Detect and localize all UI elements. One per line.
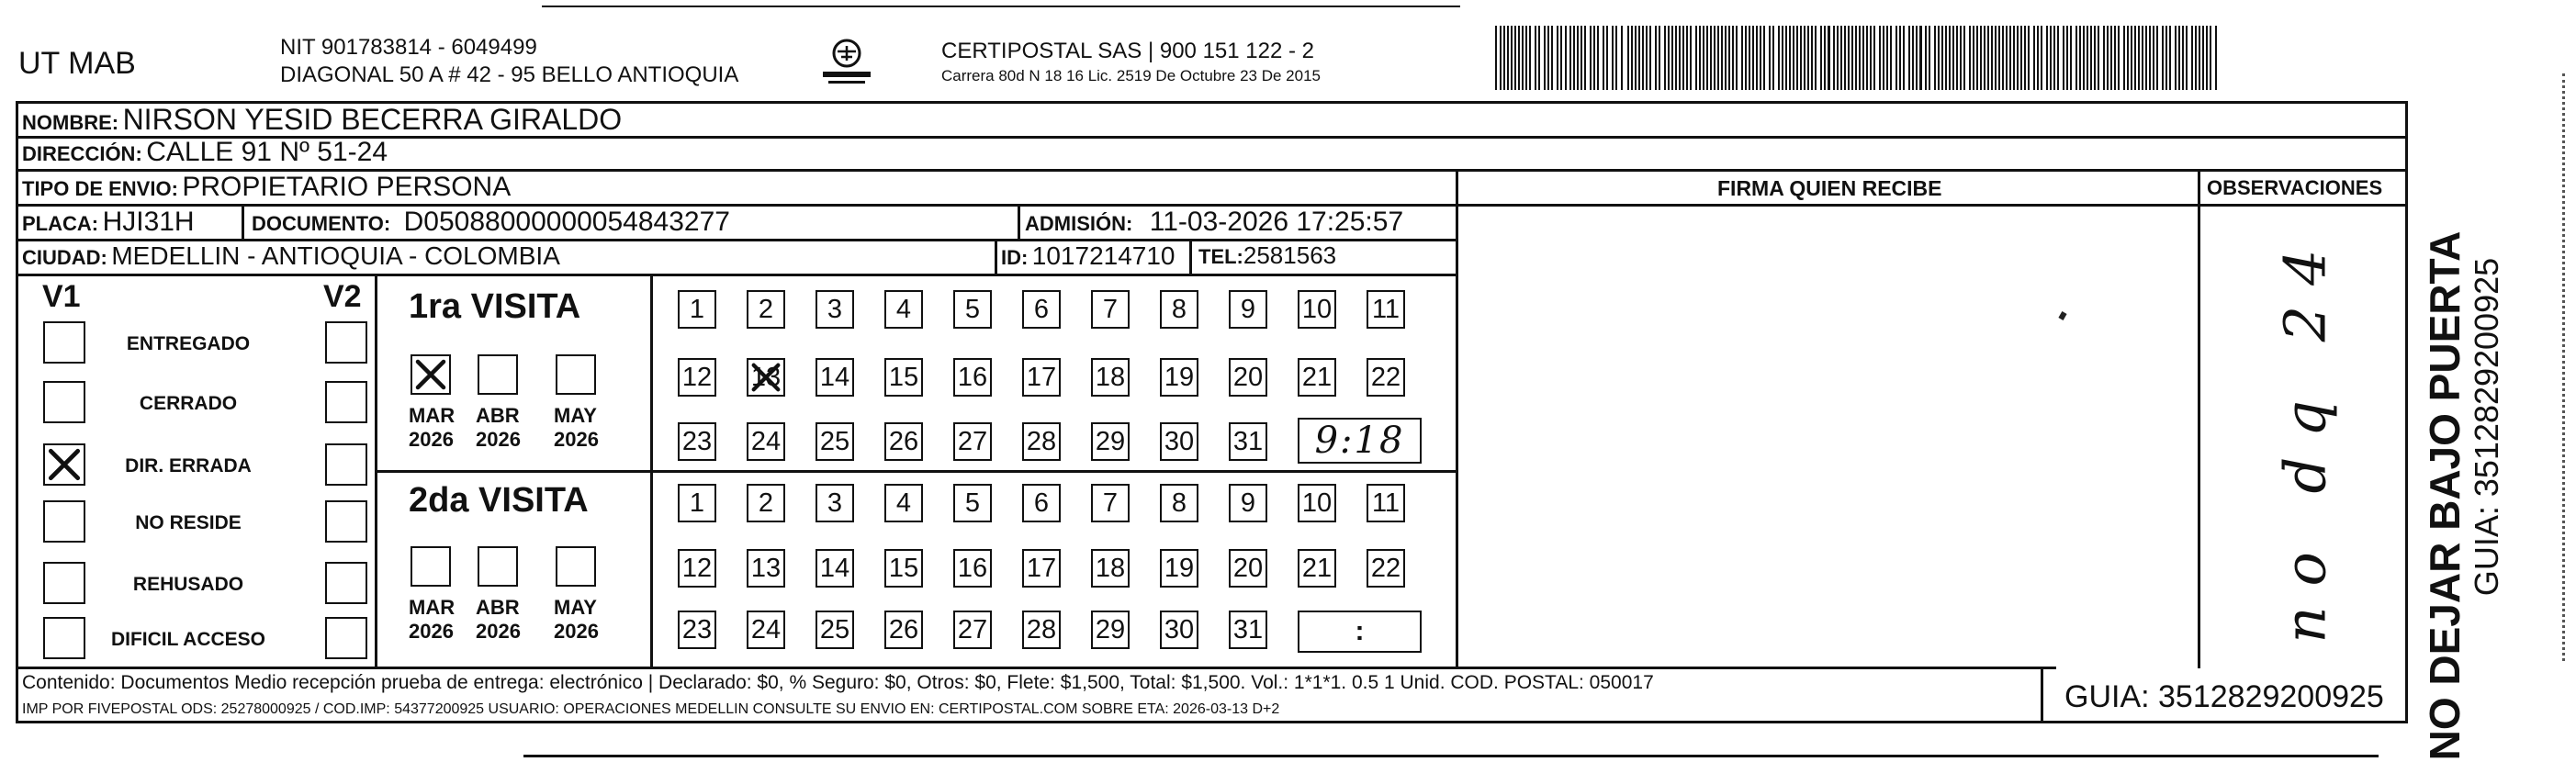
barcode — [1495, 26, 2221, 90]
right-edge-dots — [2562, 73, 2568, 661]
visit2-time: : — [1355, 616, 1365, 646]
side-strip — [2415, 101, 2507, 761]
day-label: 6 — [1033, 294, 1050, 324]
day-label: 20 — [1232, 553, 1264, 583]
day-label: 1 — [689, 294, 705, 324]
day-checkbox[interactable] — [884, 358, 923, 397]
day-label: 14 — [819, 362, 850, 392]
day-label: 7 — [1102, 487, 1119, 518]
ship-type-value: PROPIETARIO PERSONA — [182, 172, 512, 202]
day-label: 12 — [681, 362, 713, 392]
day-checkbox[interactable] — [678, 549, 716, 588]
day-label: 9 — [1240, 487, 1256, 518]
month-checkbox[interactable] — [478, 546, 518, 587]
plate-value: HJI31H — [102, 207, 195, 237]
plate-field — [22, 208, 195, 236]
day-checkbox[interactable] — [884, 484, 923, 522]
document-label: DOCUMENTO: — [252, 212, 391, 235]
courier-license: Carrera 80d N 18 16 Lic. 2519 De Octubre 23 De 2015 — [941, 67, 1321, 84]
day-label: 12 — [681, 553, 713, 583]
day-label: 5 — [964, 487, 981, 518]
day-checkbox[interactable] — [1298, 484, 1336, 522]
day-checkbox[interactable] — [678, 611, 716, 649]
day-checkbox[interactable] — [1091, 549, 1130, 588]
day-label: 17 — [1026, 553, 1057, 583]
day-label: 13 — [750, 553, 782, 583]
day-label: 8 — [1171, 294, 1187, 324]
day-label: 14 — [819, 553, 850, 583]
day-checkbox[interactable] — [1160, 358, 1198, 397]
side-notice: NO DEJAR BAJO PUERTA — [2421, 230, 2469, 761]
admission-label: ADMISIÓN: — [1025, 212, 1133, 235]
bottom-edge-line — [523, 755, 2379, 757]
status-label: CERRADO — [139, 393, 238, 414]
status-label: ENTREGADO — [126, 333, 251, 354]
day-label: 3 — [827, 294, 843, 324]
v2-checkbox[interactable] — [325, 617, 367, 659]
day-checkbox[interactable] — [747, 611, 785, 649]
admission-value: 11-03-2026 17:25:57 — [1149, 207, 1404, 237]
day-checkbox[interactable] — [816, 549, 854, 588]
year-label: 2026 — [554, 428, 599, 451]
status-label: DIR. ERRADA — [125, 455, 252, 476]
address-value: CALLE 91 Nº 51-24 — [146, 137, 388, 167]
ship-type-label: TIPO DE ENVIO: — [22, 177, 178, 200]
month-label: MAY — [554, 404, 597, 427]
day-label: 30 — [1164, 614, 1195, 644]
day-checkbox[interactable] — [1022, 290, 1061, 329]
day-checkbox[interactable] — [1229, 611, 1267, 649]
v2-checkbox[interactable] — [325, 562, 367, 604]
signature-header: FIRMA QUIEN RECIBE — [1717, 176, 1942, 200]
day-label: 29 — [1095, 426, 1126, 456]
day-label: 23 — [681, 614, 713, 644]
month-label: MAR — [409, 596, 456, 619]
month-label: ABR — [476, 404, 520, 427]
handwritten-note: no dq 24 — [2271, 229, 2339, 644]
day-label: 30 — [1164, 426, 1195, 456]
plate-label: PLACA: — [22, 212, 99, 235]
v2-checkbox[interactable] — [325, 443, 367, 486]
day-label: 7 — [1102, 294, 1119, 324]
footer-content: Contenido: Documentos Medio recepción prueba de entrega: electrónico | Declarado: $0, % Seguro: $0, Otros: $0, Flete: $1,500, Total: $1,500. Vol.: 1*1*1. 0.5 1 Unid. COD. POSTAL: 050017 — [22, 672, 1654, 693]
day-label: 20 — [1232, 362, 1264, 392]
signature-area[interactable] — [1460, 207, 2195, 666]
day-checkbox[interactable] — [747, 484, 785, 522]
certipostal-logo-icon — [817, 35, 876, 88]
day-label: 31 — [1232, 426, 1264, 456]
day-checkbox[interactable] — [884, 611, 923, 649]
day-checkbox[interactable] — [1298, 549, 1336, 588]
document-value: D05088000000054843277 — [403, 207, 730, 237]
v2-header: V2 — [323, 279, 362, 314]
v2-checkbox[interactable] — [325, 381, 367, 423]
sender-name: UT MAB — [18, 46, 136, 81]
side-guia: GUIA: 3512829200925 — [2468, 257, 2505, 597]
day-label: 16 — [957, 553, 988, 583]
address-field — [22, 139, 388, 166]
day-label: 31 — [1232, 614, 1264, 644]
day-checkbox[interactable] — [1022, 549, 1061, 588]
day-label: 27 — [957, 426, 988, 456]
visit1-time: 9:18 — [1314, 420, 1405, 462]
day-label: 15 — [888, 362, 919, 392]
day-label: 11 — [1371, 487, 1400, 518]
month-label: MAY — [554, 596, 597, 619]
day-label: 16 — [957, 362, 988, 392]
tel-field — [1198, 243, 1336, 267]
day-checkbox[interactable] — [678, 290, 716, 329]
name-field — [22, 105, 622, 134]
day-checkbox[interactable] — [1367, 290, 1405, 329]
day-checkbox[interactable] — [953, 290, 992, 329]
day-label: 2 — [758, 294, 774, 324]
month-checkbox[interactable] — [411, 354, 451, 395]
footer-guia: GUIA: 3512829200925 — [2064, 679, 2384, 714]
visit1-time-box[interactable] — [1298, 418, 1422, 464]
month-checkbox[interactable] — [556, 354, 596, 395]
visit1-title: 1ra VISITA — [409, 287, 581, 326]
day-label: 15 — [888, 553, 919, 583]
day-label: 26 — [888, 426, 919, 456]
year-label: 2026 — [409, 428, 454, 451]
day-label: 5 — [964, 294, 981, 324]
day-label: 11 — [1371, 294, 1400, 324]
month-checkbox[interactable] — [478, 354, 518, 395]
day-checkbox[interactable] — [1091, 290, 1130, 329]
city-label: CIUDAD: — [22, 246, 107, 269]
day-label: 17 — [1026, 362, 1057, 392]
top-edge-line — [542, 6, 1460, 7]
day-checkbox[interactable] — [1298, 358, 1336, 397]
day-label: 6 — [1033, 487, 1050, 518]
day-label: 4 — [895, 294, 912, 324]
year-label: 2026 — [409, 620, 454, 643]
tel-value: 2581563 — [1243, 241, 1337, 269]
day-checkbox[interactable] — [953, 611, 992, 649]
year-label: 2026 — [554, 620, 599, 643]
day-label: 24 — [750, 614, 782, 644]
city-value: MEDELLIN - ANTIOQUIA - COLOMBIA — [111, 241, 560, 270]
day-checkbox[interactable] — [1229, 549, 1267, 588]
day-checkbox[interactable] — [884, 422, 923, 461]
admission-field — [1025, 208, 1403, 236]
day-label: 10 — [1301, 294, 1333, 324]
day-checkbox[interactable] — [1022, 611, 1061, 649]
day-checkbox[interactable] — [1367, 484, 1405, 522]
day-checkbox[interactable] — [953, 358, 992, 397]
day-checkbox[interactable] — [816, 290, 854, 329]
day-checkbox[interactable] — [953, 484, 992, 522]
courier-name: CERTIPOSTAL SAS | 900 151 122 - 2 — [941, 39, 1314, 63]
day-label: 21 — [1301, 553, 1333, 583]
day-checkbox[interactable] — [953, 549, 992, 588]
id-value: 1017214710 — [1031, 241, 1176, 270]
day-checkbox[interactable] — [1160, 290, 1198, 329]
day-checkbox[interactable] — [747, 358, 785, 397]
day-checkbox[interactable] — [1091, 358, 1130, 397]
v1-header: V1 — [42, 279, 81, 314]
day-checkbox[interactable] — [1229, 484, 1267, 522]
city-field — [22, 243, 560, 269]
ship-type-field — [22, 174, 511, 201]
day-checkbox[interactable] — [1091, 484, 1130, 522]
year-label: 2026 — [476, 428, 521, 451]
day-checkbox[interactable] — [1091, 422, 1130, 461]
status-label: DIFICIL ACCESO — [110, 629, 265, 650]
day-checkbox[interactable] — [816, 422, 854, 461]
day-checkbox[interactable] — [1229, 290, 1267, 329]
day-checkbox[interactable] — [816, 358, 854, 397]
day-checkbox[interactable] — [678, 422, 716, 461]
v2-checkbox[interactable] — [325, 500, 367, 543]
day-checkbox[interactable] — [1367, 549, 1405, 588]
observations-header: OBSERVACIONES — [2207, 176, 2383, 199]
visit2-title: 2da VISITA — [409, 481, 589, 520]
month-checkbox[interactable] — [411, 546, 451, 587]
day-label: 27 — [957, 614, 988, 644]
day-label: 9 — [1240, 294, 1256, 324]
day-checkbox[interactable] — [1160, 549, 1198, 588]
day-label: 19 — [1164, 553, 1195, 583]
address-label: DIRECCIÓN: — [22, 142, 142, 165]
day-checkbox[interactable] — [1367, 358, 1405, 397]
day-checkbox[interactable] — [884, 549, 923, 588]
day-label: 22 — [1370, 553, 1401, 583]
day-checkbox[interactable] — [816, 611, 854, 649]
day-checkbox[interactable] — [953, 422, 992, 461]
document-field — [252, 208, 730, 236]
month-checkbox[interactable] — [556, 546, 596, 587]
day-label: 1 — [689, 487, 705, 518]
month-label: MAR — [409, 404, 456, 427]
status-label: NO RESIDE — [135, 512, 242, 533]
day-label: 28 — [1026, 614, 1057, 644]
day-label: 18 — [1095, 362, 1126, 392]
day-checkbox[interactable] — [1022, 484, 1061, 522]
day-checkbox[interactable] — [747, 422, 785, 461]
day-label: 22 — [1370, 362, 1401, 392]
day-label: 10 — [1301, 487, 1333, 518]
day-checkbox[interactable] — [1229, 358, 1267, 397]
day-checkbox[interactable] — [678, 484, 716, 522]
month-label: ABR — [476, 596, 520, 619]
day-label: 3 — [827, 487, 843, 518]
day-label: 26 — [888, 614, 919, 644]
day-checkbox[interactable] — [1160, 611, 1198, 649]
day-checkbox[interactable] — [747, 290, 785, 329]
day-checkbox[interactable] — [1091, 611, 1130, 649]
tel-label: TEL: — [1198, 245, 1243, 268]
name-label: NOMBRE: — [22, 111, 119, 134]
sender-nit: NIT 901783814 - 6049499 — [280, 35, 537, 60]
day-label: 13 — [750, 362, 782, 392]
id-field — [1001, 243, 1176, 269]
status-label: REHUSADO — [132, 574, 244, 595]
day-label: 4 — [895, 487, 912, 518]
observations-note — [2204, 207, 2406, 666]
footer-print-info: IMP POR FIVEPOSTAL ODS: 25278000925 / COD.IMP: 54377200925 USUARIO: OPERACIONES MEDELLIN CONSULTE SU ENVIO EN: CERTIPOSTAL.COM SOBRE ETA: 2026-03-13 D+2 — [22, 701, 1280, 717]
day-checkbox[interactable] — [678, 358, 716, 397]
day-checkbox[interactable] — [747, 549, 785, 588]
day-label: 8 — [1171, 487, 1187, 518]
sender-address: DIAGONAL 50 A # 42 - 95 BELLO ANTIOQUIA — [280, 62, 739, 87]
id-label: ID: — [1001, 246, 1029, 269]
day-label: 28 — [1026, 426, 1057, 456]
day-label: 24 — [750, 426, 782, 456]
day-label: 18 — [1095, 553, 1126, 583]
day-checkbox[interactable] — [816, 484, 854, 522]
v2-checkbox[interactable] — [325, 321, 367, 364]
day-checkbox[interactable] — [1160, 422, 1198, 461]
day-label: 2 — [758, 487, 774, 518]
day-label: 29 — [1095, 614, 1126, 644]
day-label: 25 — [819, 426, 850, 456]
x-mark-icon — [748, 360, 783, 395]
day-checkbox[interactable] — [1022, 358, 1061, 397]
day-checkbox[interactable] — [1160, 484, 1198, 522]
day-checkbox[interactable] — [884, 290, 923, 329]
day-label: 25 — [819, 614, 850, 644]
name-value: NIRSON YESID BECERRA GIRALDO — [122, 103, 623, 136]
day-checkbox[interactable] — [1298, 290, 1336, 329]
year-label: 2026 — [476, 620, 521, 643]
day-label: 21 — [1301, 362, 1333, 392]
day-label: 19 — [1164, 362, 1195, 392]
day-checkbox[interactable] — [1022, 422, 1061, 461]
day-checkbox[interactable] — [1229, 422, 1267, 461]
visit2-time-box[interactable] — [1298, 611, 1422, 653]
day-label: 23 — [681, 426, 713, 456]
